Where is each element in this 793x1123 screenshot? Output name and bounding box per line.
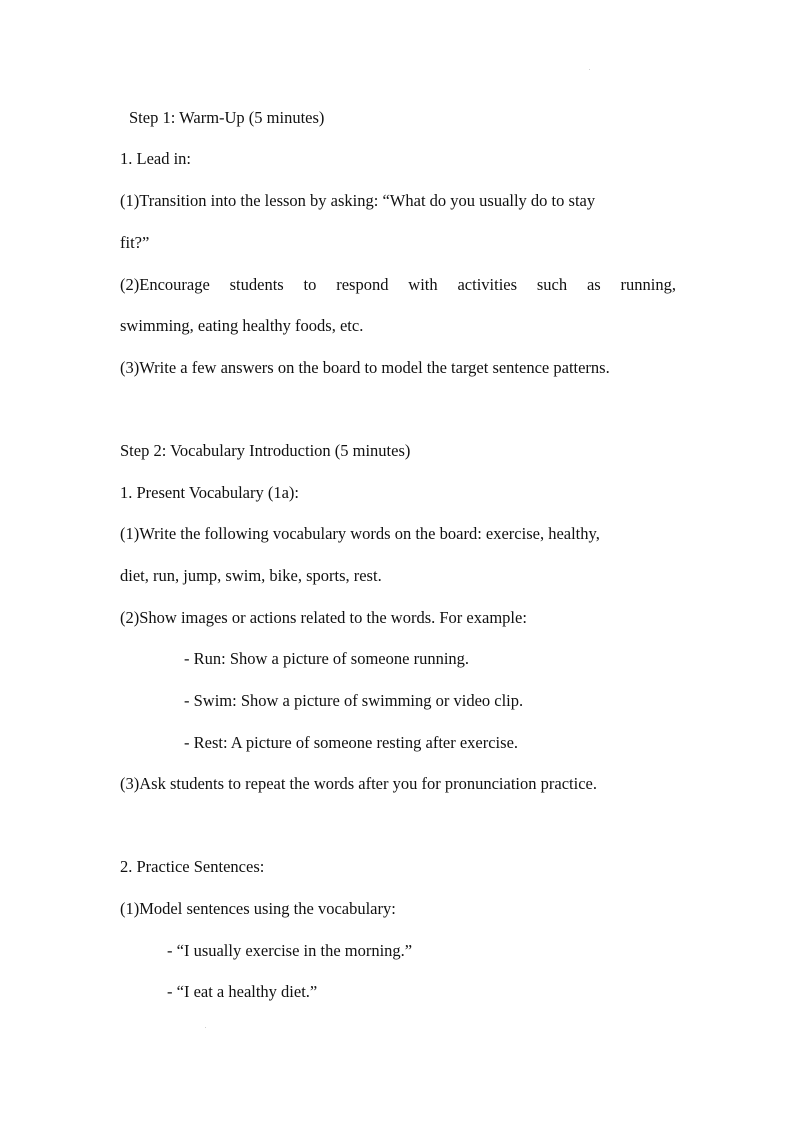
step1-heading: Step 1: Warm-Up (5 minutes) [129, 108, 325, 127]
step2-sentence1: - “I usually exercise in the morning.” [167, 941, 413, 960]
step2-item1-line1: (1)Write the following vocabulary words on the board: exercise, healthy, [120, 524, 600, 543]
step2-section2-item1: (1)Model sentences using the vocabulary: [120, 899, 396, 918]
step2-sentence2: - “I eat a healthy diet.” [167, 982, 318, 1001]
step1-item3: (3)Write a few answers on the board to model the target sentence patterns. [120, 358, 610, 377]
step1-item2-line1: (2)Encourage students to respond with activities such as running, [120, 275, 676, 294]
step1-item1-line2: fit?” [120, 233, 150, 252]
step1-section1-title: 1. Lead in: [120, 149, 192, 168]
scan-speck [589, 69, 590, 70]
step2-example1: - Run: Show a picture of someone running. [184, 649, 470, 668]
step2-item3: (3)Ask students to repeat the words after you for pronunciation practice. [120, 774, 597, 793]
step2-item2: (2)Show images or actions related to the words. For example: [120, 608, 527, 627]
step1-item1-line1: (1)Transition into the lesson by asking: “What do you usually do to stay [120, 191, 596, 210]
step2-heading: Step 2: Vocabulary Introduction (5 minutes) [120, 441, 411, 460]
step2-section2-title: 2. Practice Sentences: [120, 857, 265, 876]
step2-item1-line2: diet, run, jump, swim, bike, sports, rest. [120, 566, 382, 585]
step1-item2-line2: swimming, eating healthy foods, etc. [120, 316, 364, 335]
step2-example3: - Rest: A picture of someone resting after exercise. [184, 733, 519, 752]
step2-example2: - Swim: Show a picture of swimming or video clip. [184, 691, 524, 710]
scan-speck [205, 1027, 206, 1028]
step2-section1-title: 1. Present Vocabulary (1a): [120, 483, 300, 502]
